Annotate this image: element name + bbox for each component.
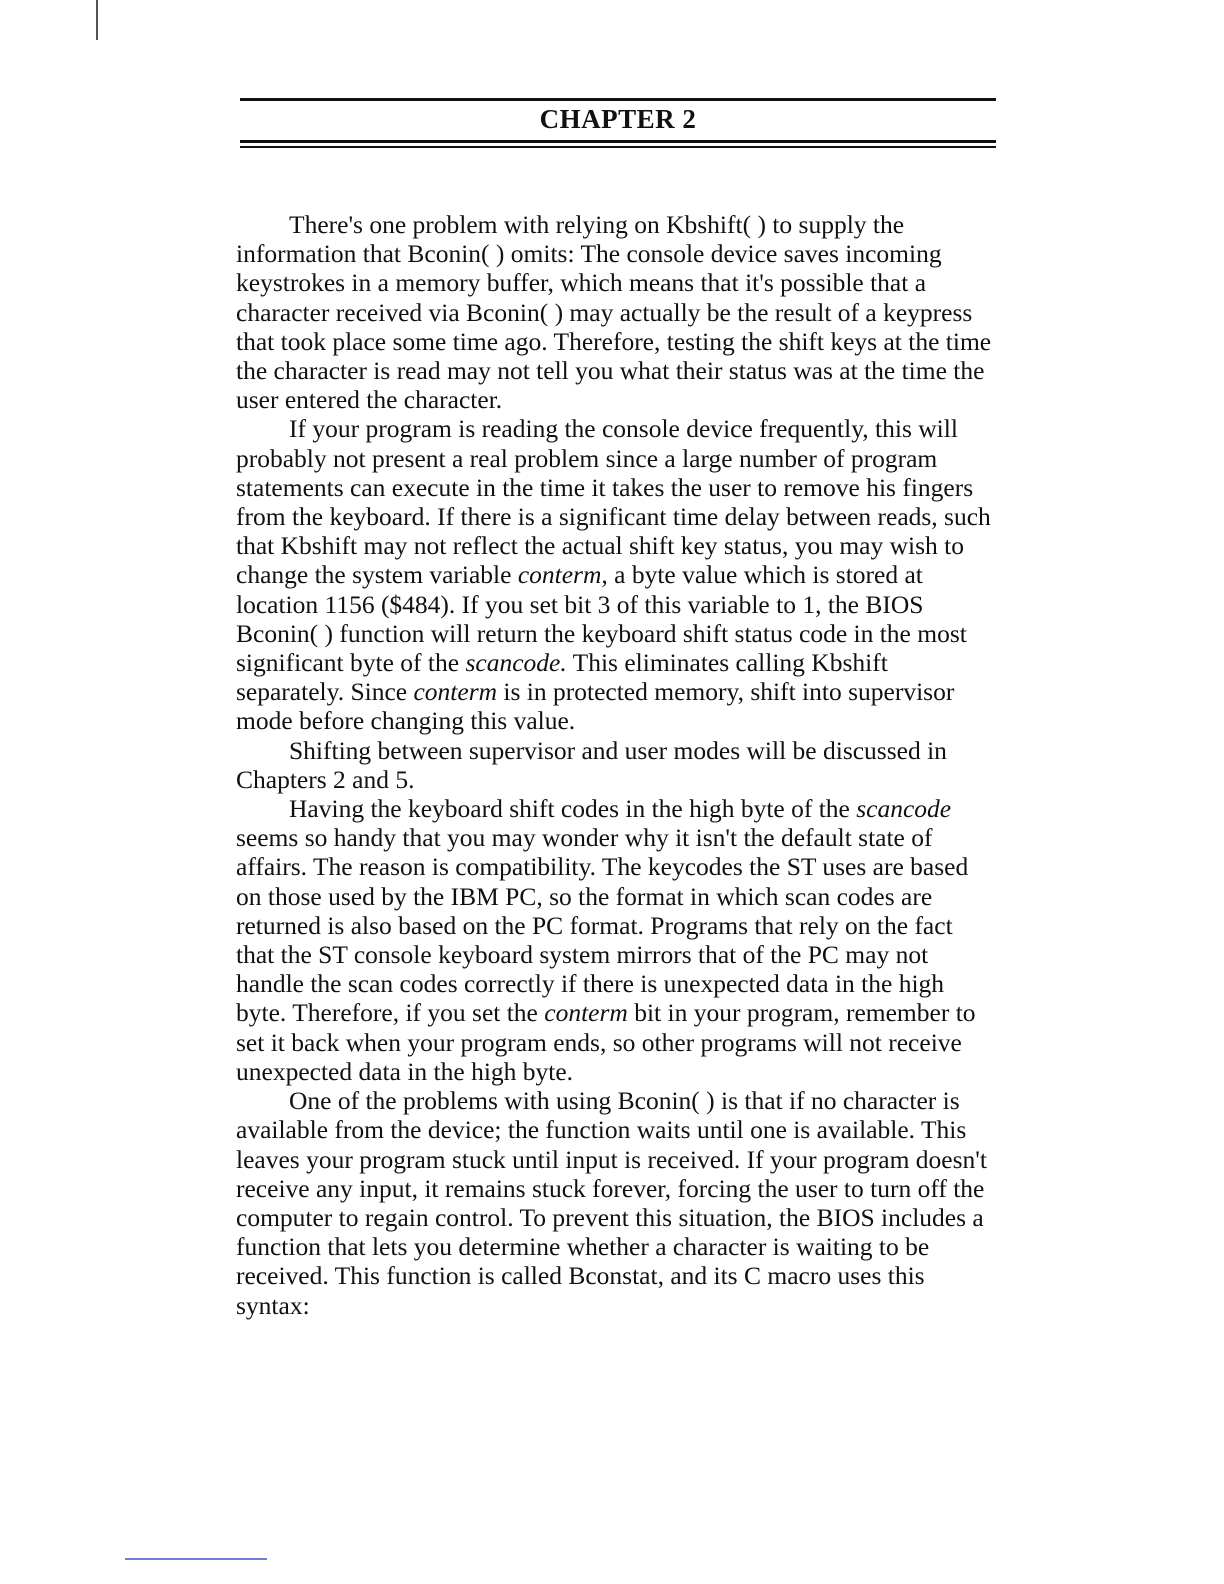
chapter-title: CHAPTER 2 [539, 104, 697, 134]
text-segment: One of the problems with using Bconin( ) is that if no character is available from the device; the function waits until one is available. This leaves your program stuck until input is received. If your program doesn't receive any input, it remains stuck forever, forcing the user to turn off the computer to regain control. To prevent this situation, the BIOS includes a function that lets you determine whether a character is waiting to be received. This function is called Bconstat, and its C macro uses this syntax: [236, 1086, 987, 1320]
footnote-rule [125, 1558, 267, 1560]
text-segment: Shifting between supervisor and user modes will be discussed in Chapters 2 and 5. [236, 735, 947, 794]
text-segment: seems so handy that you may wonder why it isn't the default state of affairs. The reason is compatibility. The keycodes the ST uses are based on those used by the IBM PC, so the format in which scan codes are returned is also based on the PC format. Programs that rely on the fact that the ST console keyboard system mirrors that of the PC may not handle the scan codes correctly if there is unexpected data in the high byte. Therefore, if you set the [236, 823, 969, 1028]
text-segment-italic: scancode. [465, 648, 567, 678]
text-segment: If your program is reading the console device frequently, this will probably not present a real problem since a large number of program statements can execute in the time it takes the user to remove his fingers from the keyboard. If there is a significant time delay between reads, such that Kbshift may not reflect the actual shift key status, you may wish to change the system variable [236, 414, 991, 590]
text-segment: This eliminates calling Kbshift separately. Since [236, 648, 888, 707]
paragraph [236, 210, 996, 414]
header-rule-bottom-thin [240, 146, 996, 148]
paragraph [236, 794, 996, 1086]
paragraph [236, 414, 996, 735]
text-segment-italic: conterm [413, 677, 498, 707]
text-segment: There's one problem with relying on Kbshift( ) to supply the information that Bconin( ) omits: The console device saves incoming keystrokes in a memory buffer, which means that it's possible that a character received via Bconin( ) may actually be the result of a keypress that took place some time ago. Therefore, testing the shift keys at the time the character is read may not tell you what their status was at the time the user entered the character. [236, 210, 992, 415]
body-text [236, 210, 996, 1320]
text-segment: is in protected memory, shift into supervisor mode before changing this value. [236, 677, 955, 736]
paragraph [236, 736, 996, 794]
text-segment: bit in your program, remember to set it back when your program ends, so other programs will not receive unexpected data in the high byte. [236, 998, 976, 1086]
header-rule-bottom [240, 140, 996, 143]
text-segment-italic: conterm [544, 998, 628, 1028]
text-segment: Having the keyboard shift codes in the high byte of the [289, 794, 857, 824]
scan-edge-mark [96, 0, 98, 40]
chapter-header [240, 98, 996, 148]
paragraph [236, 1086, 996, 1320]
text-segment-italic: scancode [856, 794, 952, 824]
text-segment-italic: conterm, [517, 560, 608, 590]
text-segment: a byte value which is stored at location 1156 ($484). If you set bit 3 of this variable to 1, the BIOS Bconin( ) function will return the keyboard shift status code in the most significant byte of the [236, 560, 967, 678]
